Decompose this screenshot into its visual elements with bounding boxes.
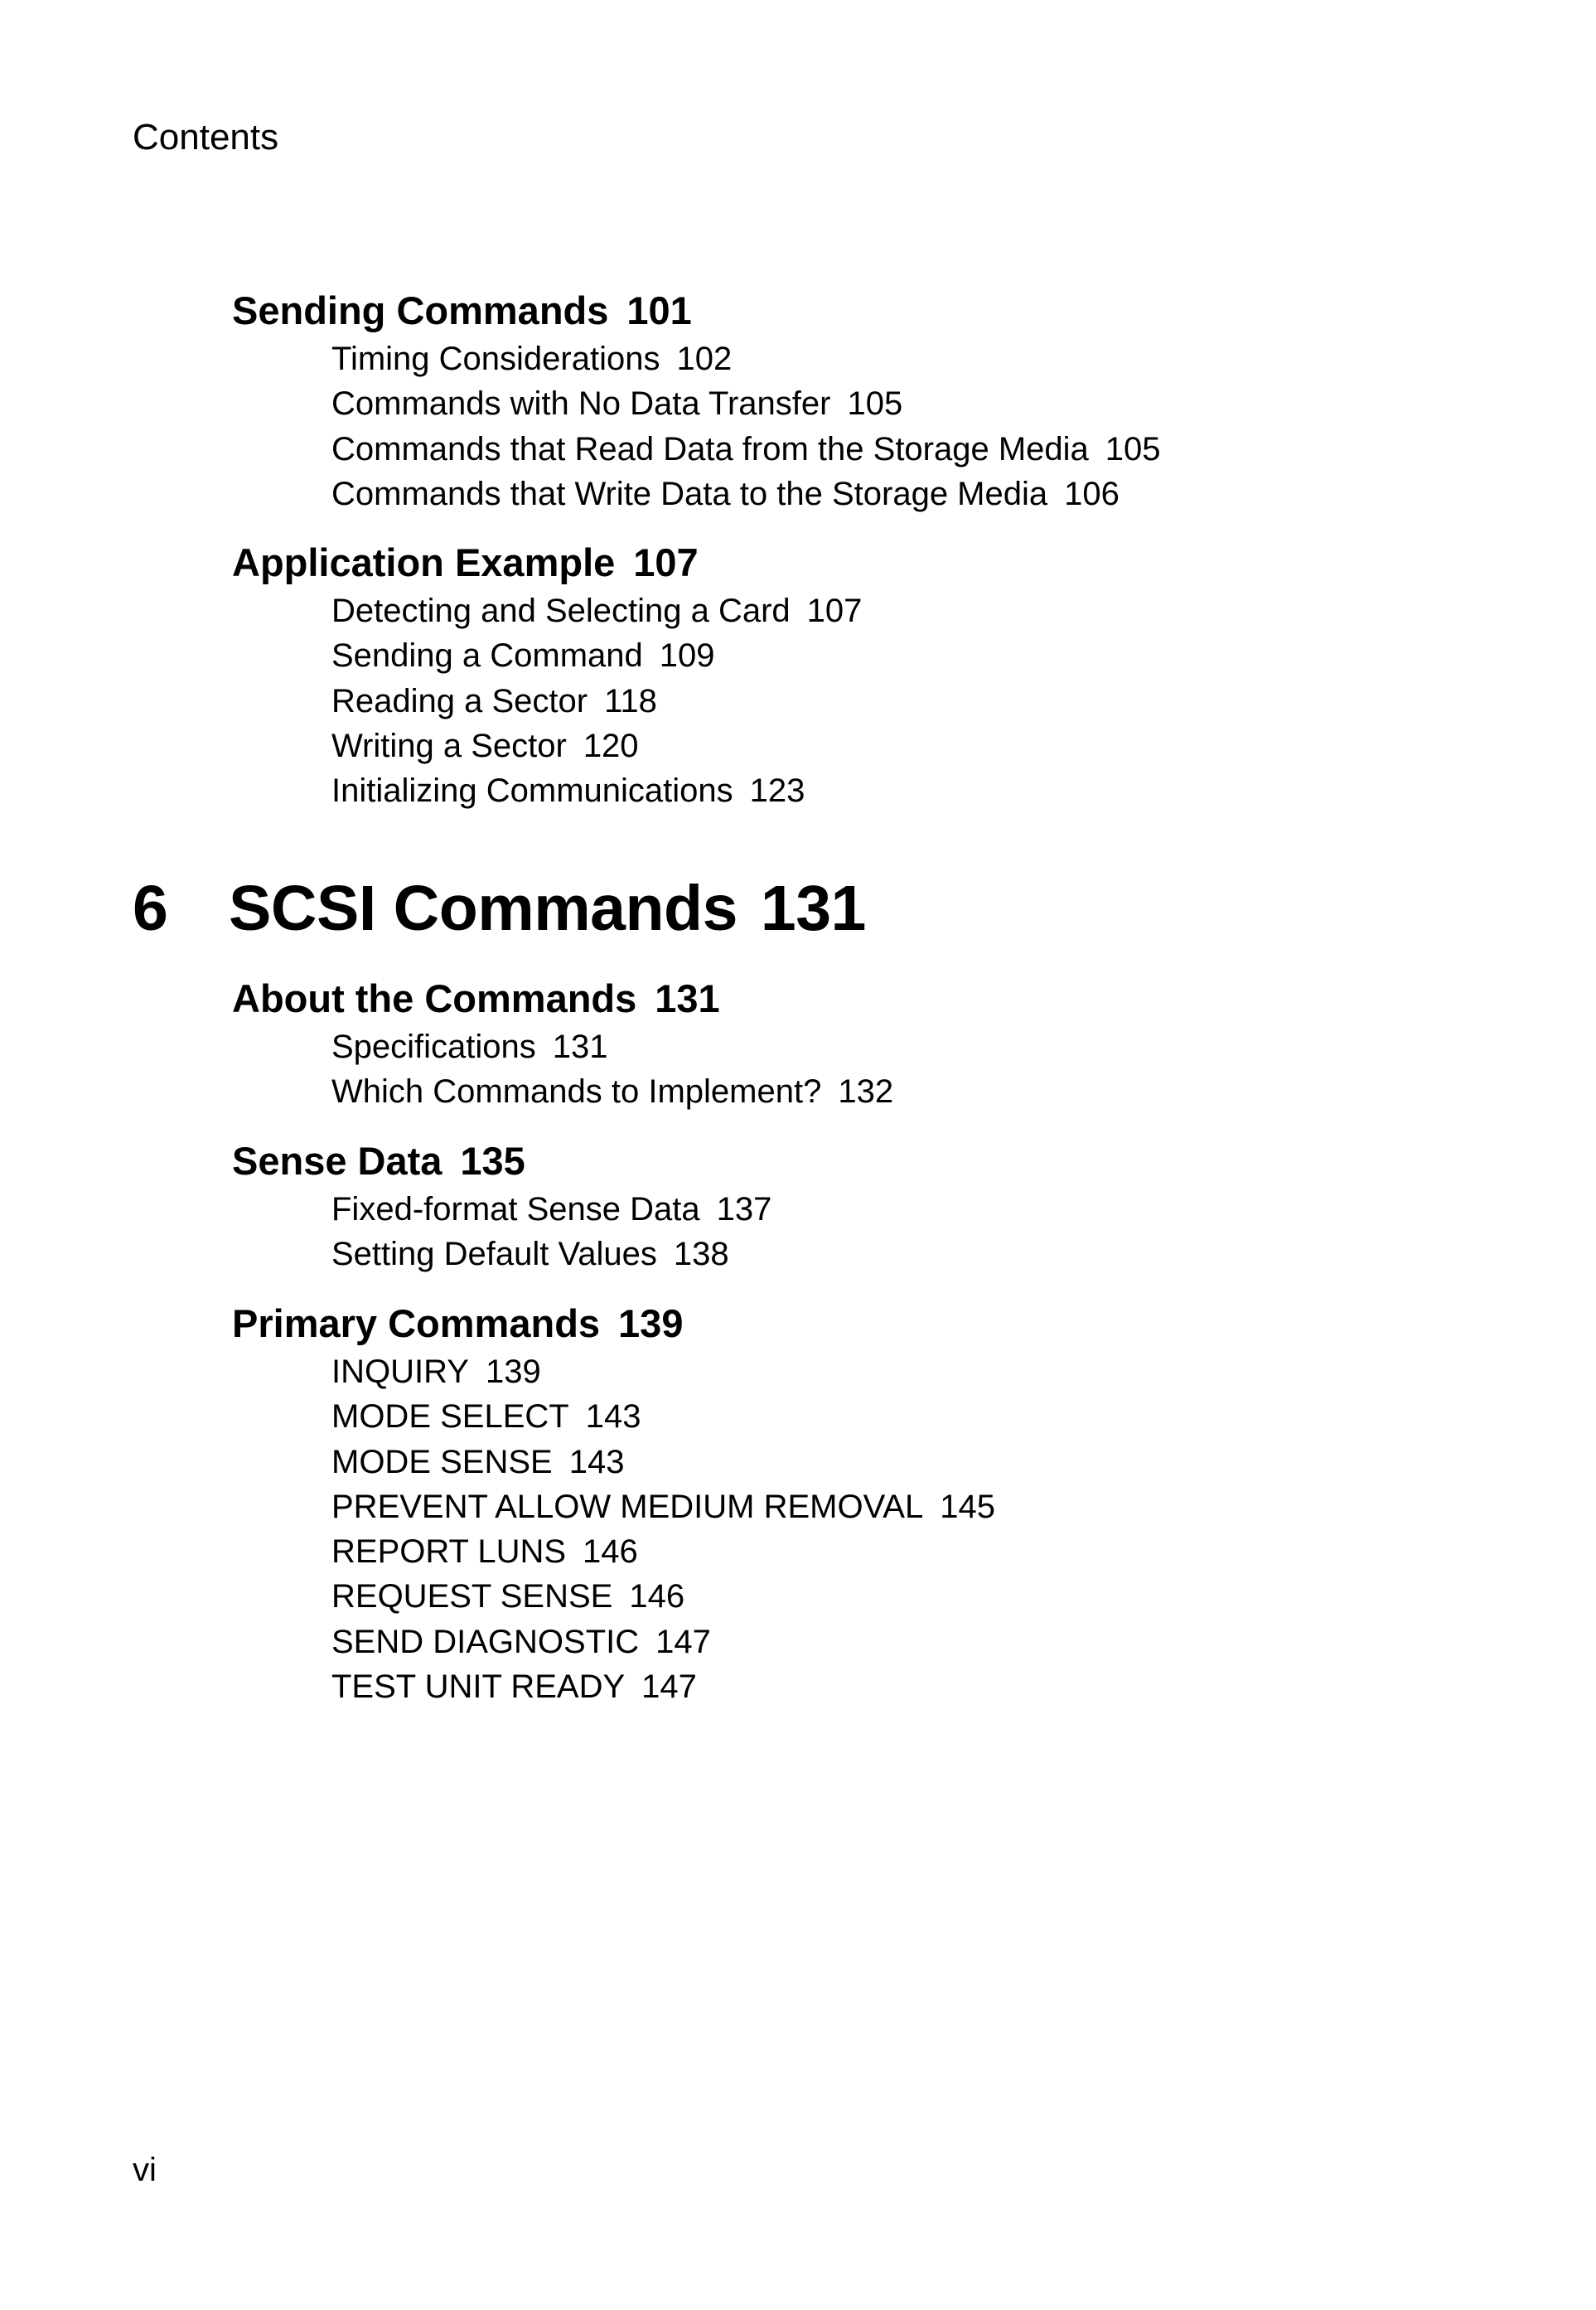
chapter-page: 131 [760, 873, 866, 944]
entry-title: Reading a Sector [331, 682, 588, 719]
toc-entry[interactable] [331, 337, 1525, 381]
section-heading[interactable] [232, 1298, 1525, 1349]
entry-page: 120 [583, 727, 639, 764]
entry-title: Commands that Write Data to the Storage Media [331, 475, 1048, 512]
toc-section-application-example [232, 537, 1525, 813]
toc-entry[interactable] [331, 1187, 1525, 1232]
entry-title: Which Commands to Implement? [331, 1073, 822, 1111]
entry-page: 105 [847, 385, 903, 423]
toc-entry[interactable] [331, 472, 1525, 516]
section-title: Sense Data [232, 1139, 443, 1183]
entry-page: 147 [641, 1668, 697, 1706]
toc-section-sense-data [232, 1136, 1525, 1277]
section-page: 107 [633, 540, 699, 584]
toc-entry[interactable] [331, 1484, 1525, 1529]
entry-page: 147 [655, 1623, 711, 1660]
toc-entry[interactable] [331, 1024, 1525, 1069]
toc-entry-list [232, 1187, 1525, 1277]
toc-entry-list [232, 1024, 1525, 1115]
section-page: 101 [626, 288, 692, 332]
entry-page: 143 [585, 1398, 641, 1436]
section-page: 139 [618, 1301, 684, 1345]
entry-page: 146 [629, 1578, 685, 1615]
toc-entry[interactable] [331, 1349, 1525, 1394]
entry-page: 106 [1064, 475, 1120, 512]
section-title: About the Commands [232, 976, 637, 1020]
section-heading[interactable] [232, 537, 1525, 588]
entry-page: 146 [583, 1533, 638, 1571]
toc-entry[interactable] [331, 633, 1525, 678]
toc-entry[interactable] [331, 1529, 1525, 1574]
running-head: Contents [133, 117, 279, 157]
toc-entry-list [232, 337, 1525, 516]
toc-section-about-the-commands [232, 973, 1525, 1115]
toc-entry[interactable] [331, 427, 1525, 472]
chapter-title: SCSI Commands [229, 873, 738, 944]
entry-page: 139 [485, 1354, 541, 1390]
entry-page: 143 [568, 1443, 625, 1480]
toc-entry[interactable] [331, 1574, 1525, 1619]
entry-title: INQUIRY [331, 1354, 469, 1390]
entry-title: Initializing Communications [331, 772, 733, 810]
entry-title: REQUEST SENSE [331, 1578, 613, 1615]
entry-page: 132 [838, 1073, 894, 1111]
entry-page: 109 [659, 637, 715, 675]
section-title: Sending Commands [232, 288, 609, 332]
toc-entry[interactable] [331, 679, 1525, 724]
entry-title: REPORT LUNS [331, 1533, 567, 1571]
toc-entry[interactable] [331, 381, 1525, 426]
toc-entry[interactable] [331, 1440, 1525, 1484]
entry-title: TEST UNIT READY [331, 1668, 626, 1706]
entry-title: Detecting and Selecting a Card [331, 593, 791, 629]
toc-entry-list [232, 588, 1525, 813]
toc-entry-list [232, 1349, 1525, 1709]
entry-title: SEND DIAGNOSTIC [331, 1623, 640, 1660]
entry-page: 102 [676, 341, 733, 377]
toc-section-sending-commands [232, 285, 1525, 516]
entry-title: MODE SENSE [331, 1443, 553, 1480]
entry-title: Setting Default Values [331, 1236, 657, 1273]
toc-entry[interactable] [331, 724, 1525, 768]
toc-entry[interactable] [331, 1232, 1525, 1276]
section-title: Application Example [232, 540, 616, 584]
toc-entry[interactable] [331, 1069, 1525, 1114]
entry-title: Specifications [331, 1029, 536, 1065]
page-folio: vi [133, 2152, 157, 2188]
entry-title: MODE SELECT [331, 1398, 569, 1436]
entry-page: 105 [1105, 430, 1161, 467]
chapter-number: 6 [133, 873, 168, 944]
entry-title: Fixed-format Sense Data [331, 1191, 700, 1228]
entry-title: PREVENT ALLOW MEDIUM REMOVAL [331, 1488, 924, 1525]
entry-page: 138 [673, 1236, 729, 1273]
section-heading[interactable] [232, 973, 1525, 1024]
entry-page: 131 [552, 1029, 608, 1065]
entry-title: Commands with No Data Transfer [331, 385, 831, 423]
entry-title: Sending a Command [331, 637, 643, 675]
section-heading[interactable] [232, 1136, 1525, 1187]
toc-entry[interactable] [331, 588, 1525, 633]
entry-page: 123 [749, 772, 805, 810]
chapter-heading[interactable] [133, 873, 866, 944]
entry-title: Timing Considerations [331, 341, 660, 377]
entry-page: 118 [604, 682, 657, 719]
section-page: 135 [460, 1139, 525, 1183]
section-title: Primary Commands [232, 1301, 601, 1345]
toc-entry[interactable] [331, 1664, 1525, 1709]
section-heading[interactable] [232, 285, 1525, 337]
toc-entry[interactable] [331, 1620, 1525, 1664]
entry-page: 145 [940, 1488, 995, 1525]
entry-page: 137 [716, 1191, 772, 1228]
toc-entry[interactable] [331, 1394, 1525, 1439]
toc-section-primary-commands [232, 1298, 1525, 1709]
entry-page: 107 [806, 593, 863, 629]
entry-title: Writing a Sector [331, 727, 567, 764]
toc-entry[interactable] [331, 768, 1525, 813]
section-page: 131 [655, 976, 720, 1020]
entry-title: Commands that Read Data from the Storage Media [331, 430, 1089, 467]
